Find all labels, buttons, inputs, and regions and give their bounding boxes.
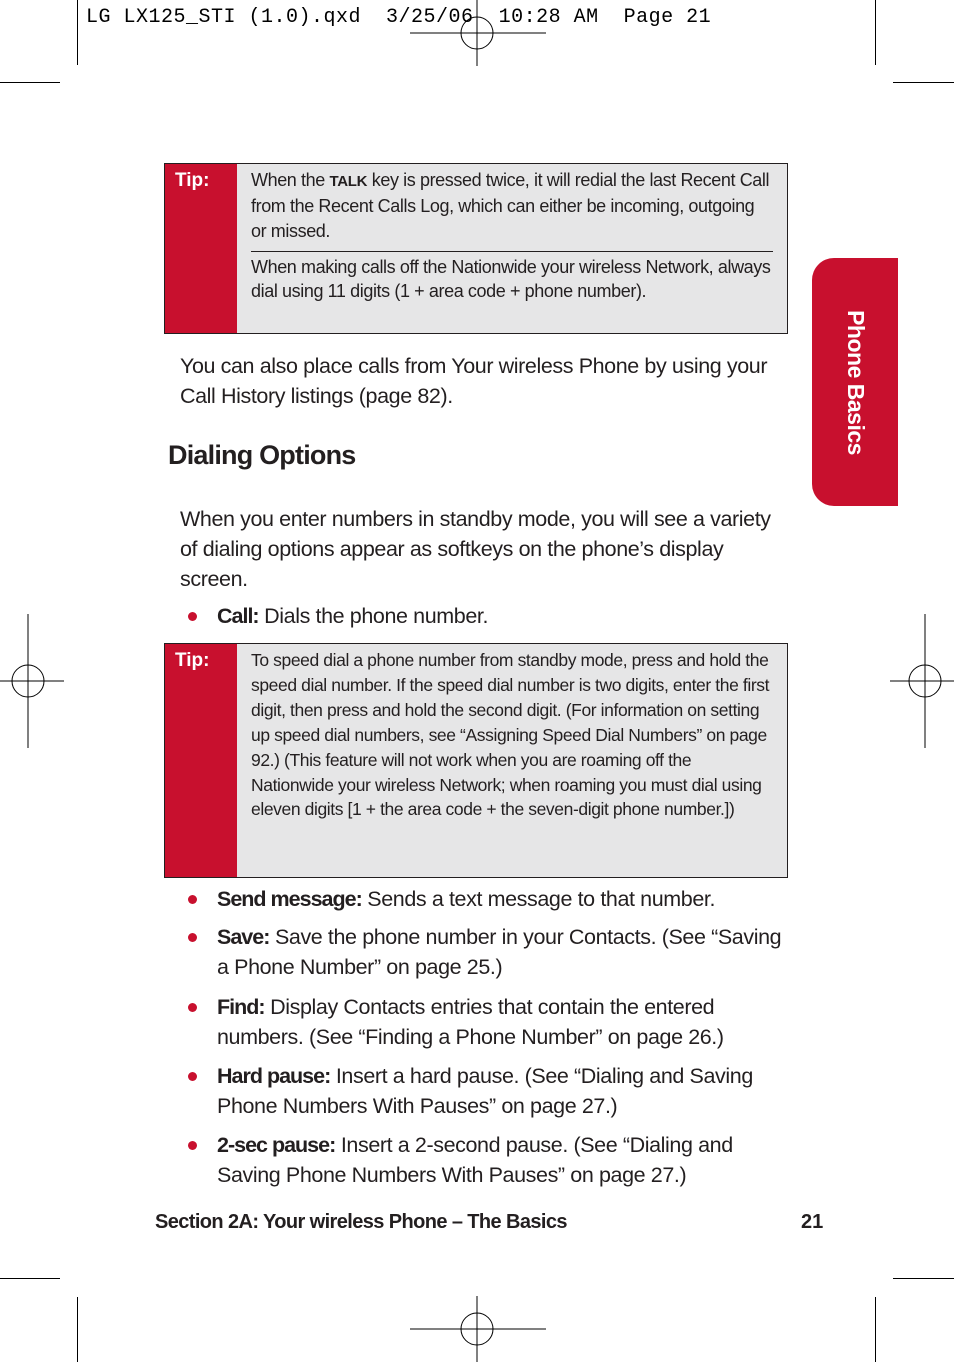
bullet-dot: [188, 612, 197, 621]
bullet-dot: [188, 1141, 197, 1150]
registration-mark-right: [890, 614, 954, 748]
crop-mark: [875, 1297, 876, 1362]
bullet-text: Sends a text message to that number.: [361, 887, 716, 911]
crop-mark: [77, 1297, 78, 1362]
bullet-dot: [188, 895, 197, 904]
registration-mark-left: [0, 614, 64, 748]
tip-label: Tip:: [165, 164, 237, 333]
bullet-item-save: [188, 922, 788, 982]
bullet-item-call: [188, 601, 788, 631]
bullet-item-2-sec-pause: [188, 1130, 788, 1190]
tip-text-speed-dial: To speed dial a phone number from standby mode, press and hold the speed dial number. If the speed dial number is two digits, enter the first digit, then press and hold the second digit. (For information on setting up speed dial numbers, see “Assigning Speed Dial Numbers” on page 92.) (This feature will not work when you are roaming off the Nationwide your wireless Network; when roaming you must dial using eleven digits [1 + the area code + the seven-digit phone number.]): [251, 650, 770, 820]
bullet-text: Display Contacts entries that contain the entered numbers. (See “Finding a Phone Number” on page 26.): [217, 995, 724, 1049]
registration-mark-top: [410, 0, 546, 66]
bullet-dot: [188, 1072, 197, 1081]
bullet-text: Save the phone number in your Contacts. (See “Saving a Phone Number” on page 25.): [217, 925, 782, 979]
bullet-term: 2-sec pause:: [217, 1133, 336, 1157]
side-tab-text: Phone Basics: [842, 309, 869, 455]
crop-mark: [875, 0, 876, 65]
tip-text-part: When the: [251, 170, 330, 190]
tip-divider: [251, 251, 773, 252]
registration-mark-bottom: [410, 1296, 546, 1362]
tip-box-speed-dial: [164, 643, 788, 878]
crop-mark: [0, 82, 60, 83]
bullet-item-find: [188, 992, 788, 1052]
bullet-term: Save:: [217, 925, 270, 949]
slug-line: LG LX125_STI (1.0).qxd 3/25/06 10:28 AM Page 21: [86, 6, 712, 29]
tip-text-part: key is pressed twice, it will redial the last Recent Call from the Recent Calls Log, which can either be incoming, outgoing or missed.: [251, 170, 770, 241]
footer-page-number: 21: [801, 1211, 824, 1233]
bullet-item-hard-pause: [188, 1061, 788, 1121]
footer-section-title: Section 2A: Your wireless Phone – The Basics: [155, 1211, 567, 1233]
bullet-term: Find:: [217, 995, 265, 1019]
talk-key-label: TALK: [329, 173, 368, 190]
bullet-text: Insert a 2-second pause. (See “Dialing and Saving Phone Numbers With Pauses” on page 27.): [217, 1133, 733, 1187]
section-heading: Dialing Options: [168, 440, 356, 470]
tip-text-nationwide: When making calls off the Nationwide your wireless Network, always dial using 11 digits (1 + area code + phone number).: [251, 257, 771, 301]
bullet-dot: [188, 933, 197, 942]
bullet-text: Dials the phone number.: [258, 604, 489, 628]
bullet-item-send-message: [188, 884, 788, 914]
bullet-term: Send message:: [217, 887, 362, 911]
intro-paragraph: You can also place calls from Your wireless Phone by using your Call History listings (page 82).: [180, 354, 768, 408]
section-paragraph: When you enter numbers in standby mode, you will see a variety of dialing options appear as softkeys on the phone’s display screen.: [180, 507, 771, 591]
bullet-term: Call:: [217, 604, 259, 628]
tip-text-redial: [251, 168, 773, 244]
bullet-text: Insert a hard pause. (See “Dialing and Saving Phone Numbers With Pauses” on page 27.): [217, 1064, 753, 1118]
tip-box-redial: [164, 163, 788, 334]
crop-mark: [893, 82, 954, 83]
crop-mark: [0, 1278, 60, 1279]
crop-mark: [893, 1278, 954, 1279]
section-side-tab-label: [812, 258, 898, 506]
bullet-dot: [188, 1003, 197, 1012]
tip-label: Tip:: [165, 644, 237, 877]
bullet-term: Hard pause:: [217, 1064, 331, 1088]
crop-mark: [77, 0, 78, 65]
